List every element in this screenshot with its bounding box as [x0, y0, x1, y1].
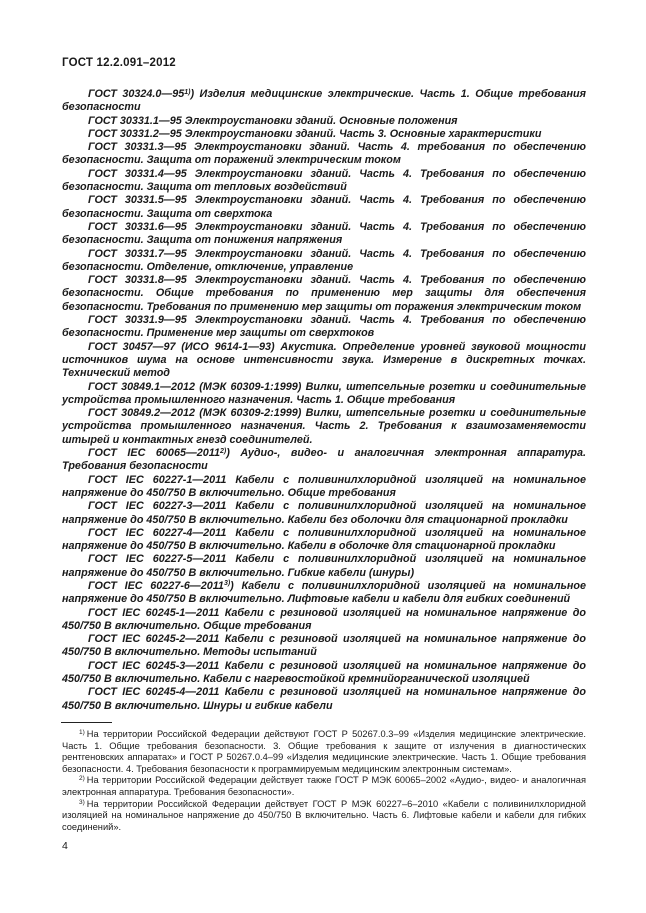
footnote — [62, 729, 586, 775]
footnote-marker: 1) — [79, 729, 85, 736]
standard-entry-text: ГОСТ IEC 60245-1—2011 Кабели с резиновой изоляцией на номинальное напряжение до 450/750 В включительно. Общие требования — [62, 606, 586, 632]
footnote-text: На территории Российской Федерации действуют ГОСТ Р 50267.0.3–99 «Изделия медицинские электрические. Часть 1. Общие требования безопасности. 3. Общие требования к защите от излучения в диагностических рентгеновских аппаратах» и ГОСТ Р 50267.0.4–99 «Изделия медицинские электрические. Часть 1. Общие требования безопасности. 4. Требования безопасности к программируемым медицинским электронным системам». — [62, 729, 586, 774]
standard-entry — [62, 633, 586, 660]
standard-entry-text: ГОСТ IEC 60245-4—2011 Кабели с резиновой изоляцией на номинальное напряжение до 450/750 В включительно. Шнуры и гибкие кабели — [62, 686, 586, 712]
footnote-ref: 2) — [219, 447, 227, 455]
footnote — [62, 799, 586, 834]
footnote-separator — [61, 722, 112, 723]
standard-entry-text: ГОСТ 30331.7—95 Электроустановки зданий. Часть 4. Требования по обеспечению безопасности. Отделение, отключение, управление — [62, 247, 586, 273]
standard-entry — [62, 407, 586, 447]
footnote — [62, 775, 586, 798]
standard-entry — [62, 381, 586, 408]
standard-entry-text: ГОСТ 30324.0—95 — [88, 88, 185, 100]
standard-entry-text: ГОСТ 30331.3—95 Электроустановки зданий. Часть 4. требования по обеспечению безопасности. Защита от поражений электрическим током — [62, 141, 586, 167]
standard-entry — [62, 500, 586, 527]
standard-entry-text: ГОСТ IEC 60065—2011 — [88, 447, 220, 460]
standard-entry — [62, 194, 586, 221]
standard-entry — [62, 221, 586, 248]
standard-entry — [62, 660, 586, 687]
standard-entry-text: ГОСТ 30331.2—95 Электроустановки зданий. Часть 3. Основные характеристики — [88, 127, 542, 140]
document-header-code: ГОСТ 12.2.091–2012 — [62, 57, 176, 69]
footnote-text: На территории Российской Федерации действует ГОСТ Р МЭК 60227–6–2010 «Кабели с поливинилхлоридной изоляцией на номинальное напряжение до 450/750 В включительно. Часть 6. Лифтовые кабели и кабели для гибких соединений». — [62, 798, 586, 832]
standard-entry-text: ГОСТ 30331.1—95 Электроустановки зданий. Основные положения — [88, 114, 458, 127]
standard-entry — [62, 553, 586, 580]
footnote-ref: 3) — [223, 580, 231, 588]
standard-entry-text: ГОСТ IEC 60227-1—2011 Кабели с поливинилхлоридной изоляцией на номинальное напряжение до 450/750 В включительно. Общие требования — [62, 473, 586, 499]
standard-entry-text: ГОСТ IEC 60245-3—2011 Кабели с резиновой изоляцией на номинальное напряжение до 450/750 В включительно. Кабели с нагревостойкой кремнийорганической изоляцией — [62, 659, 586, 686]
standard-entry-text: ГОСТ 30331.8—95 Электроустановки зданий. Часть 4. Требования по обеспечению безопасности. Общие требования по применению мер защиты для обеспечения безопасности. Требования по применению мер защиты от поражения электрическим током — [62, 274, 586, 313]
page-number: 4 — [62, 840, 68, 852]
standard-entry-text-post: ) Кабели с поливинилхлоридной изоляцией на номинальное напряжение до 450/750 В включительно. Лифтовые кабели и кабели для гибких соединений — [62, 579, 586, 606]
standard-entry-text: ГОСТ 30331.6—95 Электроустановки зданий. Часть 4. Требования по обеспечению безопасности. Защита от понижения напряжения — [62, 220, 586, 247]
standard-entry — [62, 607, 586, 634]
standard-entry-text-post: ) Аудио-, видео- и аналогичная электронная аппаратура. Требования безопасности — [62, 447, 586, 473]
standard-entry-text: ГОСТ 30331.4—95 Электроустановки зданий. Часть 4. Требования по обеспечению безопасности. Защита от тепловых воздействий — [62, 167, 586, 194]
footnote-marker: 2) — [79, 775, 85, 783]
standard-entry-text: ГОСТ IEC 60245-2—2011 Кабели с резиновой изоляцией на номинальное напряжение до 450/750 В включительно. Методы испытаний — [62, 633, 586, 659]
standard-entry-text: ГОСТ 30849.2—2012 (МЭК 60309-2:1999) Вилки, штепсельные розетки и соединительные устройства промышленного назначения. Часть 2. Требования к взаимозаменяемости штырей и контактных гнезд соединителей. — [62, 407, 586, 446]
standard-entry — [62, 168, 586, 195]
standard-entry — [62, 274, 586, 314]
standard-entry — [62, 141, 586, 168]
standard-entry — [62, 341, 586, 381]
footnote-marker: 3) — [79, 798, 85, 806]
standard-entry-text-post: ) Изделия медицинские электрические. Часть 1. Общие требования безопасности — [62, 88, 586, 114]
standard-entry-text: ГОСТ IEC 60227-6—2011 — [88, 579, 224, 592]
standard-entry — [62, 447, 586, 474]
standard-entry — [62, 686, 586, 713]
standard-entry — [62, 88, 586, 115]
standard-entry — [62, 580, 586, 607]
standard-entry-text: ГОСТ 30331.9—95 Электроустановки зданий. Часть 4. Требования по обеспечению безопасности. Применение мер защиты от сверхтоков — [62, 314, 586, 340]
standard-entry — [62, 314, 586, 341]
standard-entry — [62, 474, 586, 501]
standard-entry — [62, 115, 586, 128]
standard-entry-text: ГОСТ IEC 60227-5—2011 Кабели с поливинилхлоридной изоляцией на номинальное напряжение до 450/750 В включительно. Гибкие кабели (шнуры) — [62, 553, 586, 579]
standard-entry — [62, 527, 586, 554]
footnotes — [62, 729, 586, 833]
standard-entry-text: ГОСТ IEC 60227-3—2011 Кабели с поливинилхлоридной изоляцией на номинальное напряжение до 450/750 В включительно. Кабели без оболочки для стационарной прокладки — [62, 500, 586, 526]
standard-entry — [62, 128, 586, 141]
standards-list — [62, 88, 586, 713]
footnote-ref: 1) — [184, 88, 191, 96]
standard-entry-text: ГОСТ 30849.1—2012 (МЭК 60309-1:1999) Вилки, штепсельные розетки и соединительные устройства промышленного назначения. Часть 1. Общие требования — [62, 380, 586, 406]
standard-entry-text: ГОСТ 30457—97 (ИСО 9614-1—93) Акустика. Определение уровней звуковой мощности источников шума на основе интенсивности звука. Измерение в дискретных точках. Технический метод — [62, 340, 586, 380]
standard-entry — [62, 248, 586, 275]
standard-entry-text: ГОСТ IEC 60227-4—2011 Кабели с поливинилхлоридной изоляцией на номинальное напряжение до 450/750 В включительно. Кабели в оболочке для стационарной прокладки — [62, 526, 586, 553]
standard-entry-text: ГОСТ 30331.5—95 Электроустановки зданий. Часть 4. Требования по обеспечению безопасности. Защита от сверхтока — [62, 194, 586, 220]
footnote-text: На территории Российской Федерации действует также ГОСТ Р МЭК 60065–2002 «Аудио-, видео- и аналогичная электронная аппаратура. Требования безопасности». — [62, 775, 586, 797]
